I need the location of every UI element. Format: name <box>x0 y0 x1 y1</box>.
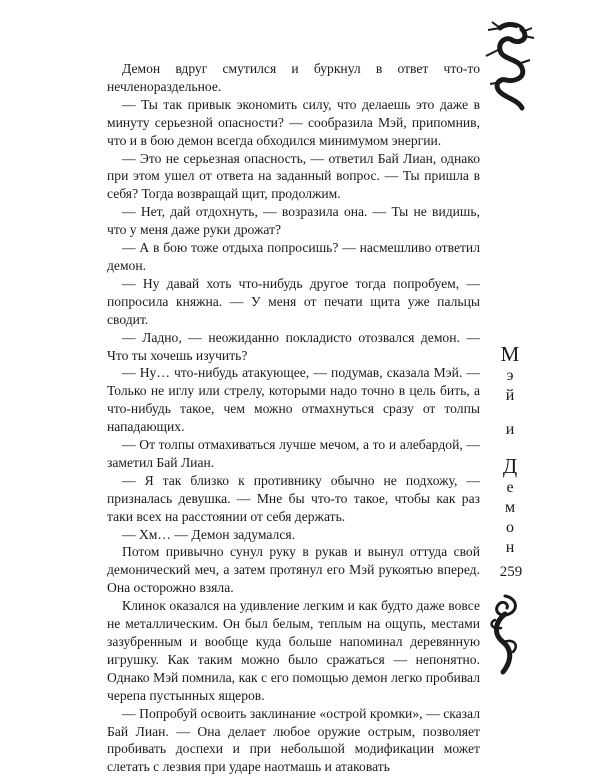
dragon-illustration-icon <box>478 20 538 115</box>
title-letter: Д <box>502 454 518 478</box>
book-title-vertical <box>494 342 526 572</box>
paragraph: Потом привычно сунул руку в рукав и вынул оттуда свой демонический меч, а затем протянул его Мэй рукоятью вперед. Она осторожно взяла. <box>107 544 480 596</box>
title-word-2 <box>494 420 526 440</box>
title-letter: М <box>500 342 520 366</box>
paragraph: — От толпы отмахиваться лучше мечом, а то и алебардой, — заметил Бай Лиан. <box>107 437 480 470</box>
paragraph: — Ну давай хоть что-нибудь другое тогда попробуем, — попросила княжна. — У меня от печати щита уже пальцы сводит. <box>107 275 480 327</box>
paragraph: — Ладно, — неожиданно покладисто отозвался демон. — Что ты хочешь изучить? <box>107 329 480 363</box>
paragraph: — Попробуй освоить заклинание «острой кромки», — сказал Бай Лиан. — Она делает любое оружие острым, позволяет пробивать доспехи и при небольшой модификации может слетать с лезвия при ударе наотмашь и атаковать <box>107 705 480 775</box>
paragraph: — Хм… — Демон задумался. <box>122 526 296 542</box>
swirl-ornament-icon <box>485 592 525 677</box>
title-letter: м <box>504 499 516 516</box>
title-letter: э <box>506 367 514 384</box>
title-letter: е <box>506 479 514 496</box>
title-letter: н <box>505 539 515 556</box>
title-word-1 <box>494 342 526 406</box>
paragraph: Клинок оказался на удивление легким и как будто даже вовсе не металлическим. Он был белым, теплым на ощупь, местами зазубренным и вообще куда больше напоминал деревянную игрушку. Как таким можно было сражаться — непонятно. Однако Мэй помнила, как с его помощью демон легко пробивал черепа пустынных ящеров. <box>107 598 480 703</box>
paragraph: — Нет, дай отдохнуть, — возразила она. — Ты не видишь, что у меня даже руки дрожат? <box>107 204 480 238</box>
paragraph: Демон вдруг смутился и буркнул в ответ что-то нечленораздельное. <box>107 61 480 94</box>
paragraph: — Ну… что-нибудь атакующее, — подумав, сказала Мэй. — Только не иглу или стрелу, которыми надо точно в цель бить, а что-нибудь такое, чем можно отмахнуться сразу от толпы нападающих. <box>107 365 480 435</box>
title-letter: о <box>506 519 514 536</box>
paragraph: — Я так близко к противнику обычно не подхожу, — призналась девушка. — Мне бы что-то такое, чтобы как раз таки всех на расстоянии от себя держать. <box>107 472 480 524</box>
title-letter: й <box>505 387 515 404</box>
body-text <box>107 60 480 776</box>
page-number: 259 <box>499 564 523 580</box>
paragraph: — Ты так привык экономить силу, что делаешь это даже в минуту серьезной опасности? — сообразила Мэй, припомнив, что и в бою демон всегда обходился минимумом энергии. <box>107 96 480 148</box>
paragraph: — Это не серьезная опасность, — ответил Бай Лиан, однако при этом ушел от ответа на заданный вопрос. — Ты пришла в себя? Тогда возвращай щит, продолжим. <box>107 150 480 202</box>
paragraph: — А в бою тоже отдыха попросишь? — насмешливо ответил демон. <box>107 240 480 273</box>
title-word-3 <box>494 454 526 558</box>
title-letter: и <box>505 421 515 438</box>
